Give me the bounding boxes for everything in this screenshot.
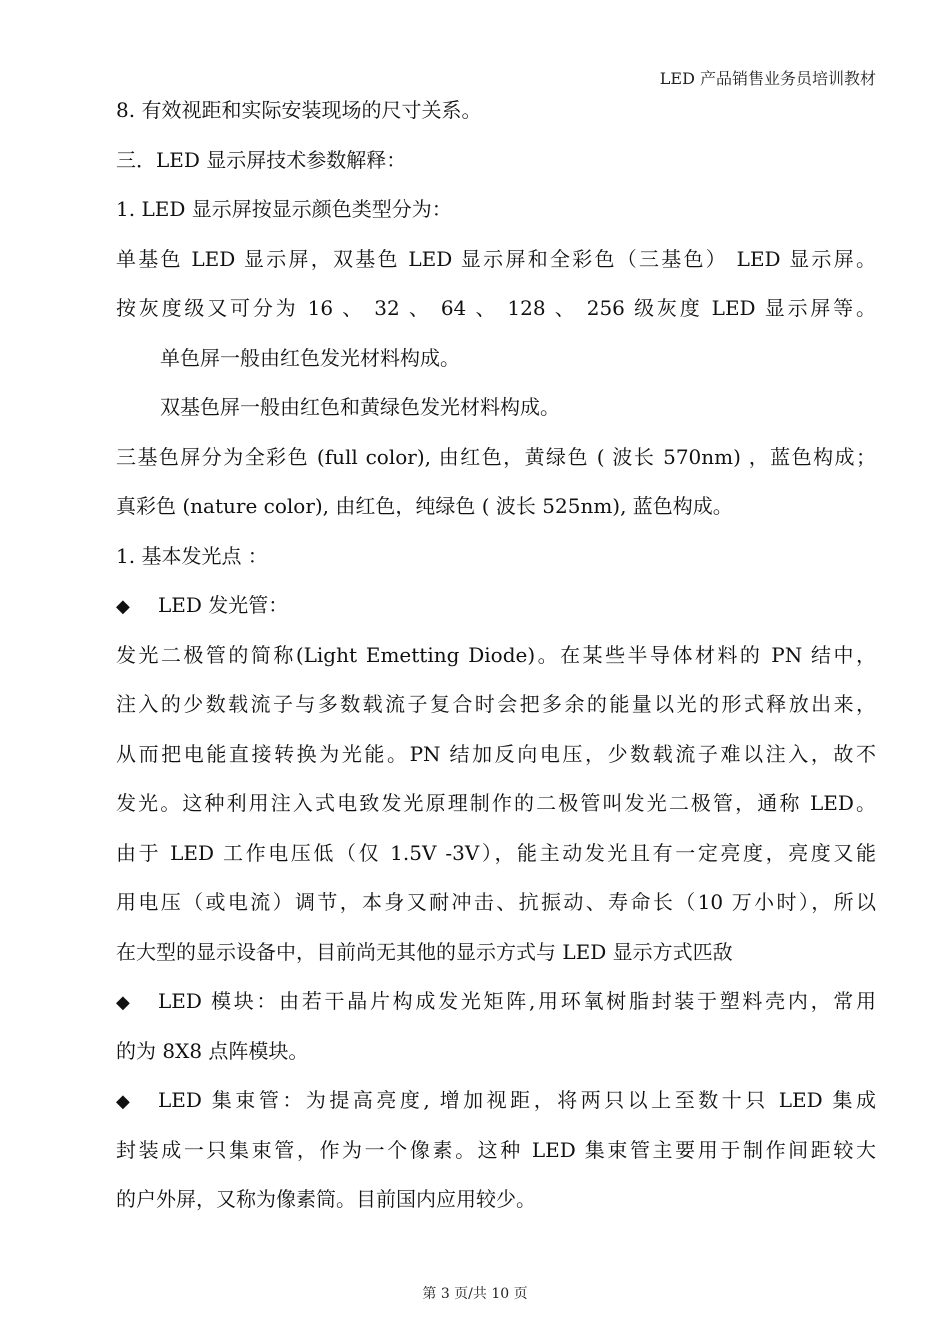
- text-line: 单色屏一般由红色发光材料构成。: [160, 345, 460, 370]
- text-line: 三基色屏分为全彩色 (full color), 由红色，黄绿色 ( 波长 570nm) ，蓝色构成；: [116, 444, 876, 469]
- bullet-item: [116, 590, 876, 640]
- bullet-item: [116, 986, 876, 1036]
- section-heading: 三．LED 显示屏技术参数解释：: [116, 147, 407, 172]
- text-line: 发光。这种利用注入式电致发光原理制作的二极管叫发光二极管，通称 LED。: [116, 791, 876, 815]
- text-line: 由于 LED 工作电压低（仅 1.5V -3V），能主动发光且有一定亮度，亮度又能: [116, 840, 876, 865]
- text-line: 封装成一只集束管，作为一个像素。这种 LED 集束管主要用于制作间距较大: [116, 1137, 876, 1162]
- text-line: 单基色 LED 显示屏，双基色 LED 显示屏和全彩色（三基色） LED 显示屏。: [116, 246, 876, 271]
- text-line: 双基色屏一般由红色和黄绿色发光材料构成。: [160, 395, 560, 419]
- diamond-bullet-icon: ◆: [116, 1091, 130, 1112]
- diamond-bullet-icon: ◆: [116, 992, 130, 1013]
- page-number: 第 3 页/共 10 页: [422, 1286, 528, 1302]
- bullet-item: [116, 1085, 876, 1135]
- text-line: 用电压（或电流）调节，本身又耐冲击、抗振动、寿命长（10 万小时），所以: [116, 890, 876, 914]
- document-body: [116, 95, 876, 1234]
- text-line: 在大型的显示设备中，目前尚无其他的显示方式与 LED 显示方式匹敌: [116, 939, 733, 964]
- text-line: 的户外屏，又称为像素筒。目前国内应用较少。: [116, 1187, 536, 1211]
- text-line: 1. LED 显示屏按显示颜色类型分为：: [116, 197, 452, 221]
- text-line: 按灰度级又可分为 16 、 32 、 64 、 128 、 256 级灰度 LED 显示屏等。: [116, 296, 876, 320]
- document-header: LED 产品销售业务员培训教材: [659, 69, 876, 88]
- subsection-heading: 1. 基本发光点 ：: [116, 543, 268, 568]
- text-line: 真彩色 (nature color), 由红色，纯绿色 ( 波长 525nm), 蓝色构成。: [116, 494, 733, 518]
- diamond-bullet-icon: ◆: [116, 596, 130, 617]
- bullet-text: LED 发光管：: [158, 593, 289, 617]
- bullet-text: LED 集束管：为提高亮度, 增加视距，将两只以上至数十只 LED 集成: [158, 1088, 876, 1112]
- text-line: 注入的少数载流子与多数载流子复合时会把多余的能量以光的形式释放出来，: [116, 692, 876, 716]
- text-line: 发光二极管的简称(Light Emetting Diode)。在某些半导体材料的 PN 结中，: [116, 642, 876, 667]
- text-line: 8. 有效视距和实际安装现场的尺寸关系。: [116, 98, 482, 122]
- bullet-text: LED 模块：由若干晶片构成发光矩阵,用环氧树脂封装于塑料壳内，常用: [158, 989, 876, 1013]
- text-line: 从而把电能直接转换为光能。PN 结加反向电压，少数载流子难以注入，故不: [116, 741, 876, 766]
- text-line: 的为 8X8 点阵模块。: [116, 1038, 309, 1063]
